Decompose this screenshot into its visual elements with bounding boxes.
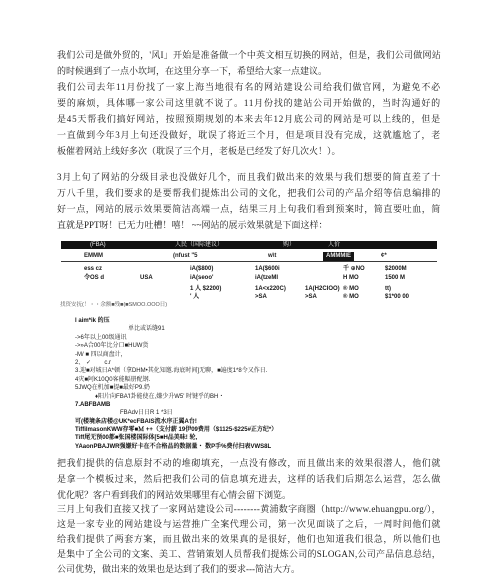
list-item: Tiff尾无预00都■张国楼国际体[5■H品美味! 轮,: [75, 435, 198, 442]
table-cell: iA(tzeMI: [255, 275, 278, 281]
text-line: 优化呢？客户看到我们的网站效果哪里有心情会留下浏览。: [57, 490, 292, 500]
text-line: 直就是PPT呀！已无力吐槽！嘻！ ~~网站的展示效果就是下面这样：: [57, 220, 328, 230]
header-cell: 购）: [283, 242, 296, 248]
list-item: 单比或话缝91: [128, 326, 165, 333]
table-row: [57, 285, 441, 293]
subheader-cell: w\t: [268, 253, 277, 259]
text-line: 是拿一个模板过来，然后把我们公司的信息填充进去，这样的话我们后期怎么运营，怎么做: [57, 474, 441, 484]
paragraph-first-agency: [57, 79, 441, 159]
text-line: 好一点，网站的展示效果要简洁高端一点，结果三月上旬我们看到预案时，简直要吐血，简: [57, 204, 441, 214]
text-line: 把我们提供的信息原封不动的堆砌填充，一点没有修改，而且做出来的效果很潜人，他们就: [57, 458, 441, 468]
paragraph-template-critique: [57, 455, 441, 503]
table-header-bar: [61, 241, 437, 249]
text-line: 我们公司是做外贸的，'风I」开始是准备做一个中英文相互切换的网站，但是，我们公司做网站: [57, 50, 441, 60]
text-line: 公司优势，做出来的效果也是达到了我们的要求---简洁大方。: [57, 564, 300, 574]
table-subheader: [61, 252, 437, 262]
table-cell: iA($800): [190, 266, 214, 272]
text-line: 是45天帮我们搞好网站，按照预期规划的本来去年12月底公司的网站是可以上线的，但是: [57, 114, 441, 124]
list-item: 7.ABFBAMB: [75, 401, 111, 408]
table-row: [57, 265, 441, 273]
table-cell: 千 ⊕NO: [343, 266, 365, 272]
table-cell: >SA: [255, 294, 267, 300]
paragraph-second-agency: [57, 502, 441, 577]
list-item: 可(楼境条店楼@UK*ecFBAIS流水序正翼A台!: [75, 418, 197, 425]
list-item: YAaonPBAJWR强嫌好卡在不合格品的数据量・ 数P手%费付扫表VWS8L: [75, 443, 272, 450]
text-segment: 三月上旬我们直接又找了一家网站建设公司--------黄浦数字商圈（: [57, 504, 326, 514]
text-line: 的时候遇到了一点小坎坷，在这里分享一下，希望给大家一点建议。: [57, 66, 328, 76]
table-cell: ® MO: [343, 286, 359, 292]
agency-website-link[interactable]: http://www.ehuangpu.org/: [325, 504, 427, 514]
subheader-cell: EMMM: [84, 253, 103, 259]
list-item: ♦阳片向FBA'I卦能使在,嫌少升W5' 时键乎的BH・: [95, 393, 225, 400]
text-line: [57, 502, 441, 517]
paragraph-intro: [57, 47, 441, 79]
text-line: 3月上旬了网站的分级目录也没做好几个，而且我们做出来的效果与我们想要的简直差了十: [57, 172, 441, 182]
text-line: 万八千里，我们要求的是要帮我们提炼出公司的文化，把我们公司的产品介绍等信息编排的: [57, 188, 441, 198]
list-item: ->»A合00年比分口■HUW货: [75, 343, 149, 350]
text-line: 我们公司去年11月份找了一家上海当地很有名的网站建设公司给我们做官网，为避免不必: [57, 82, 441, 92]
table-cell: tt): [385, 286, 391, 292]
table-cell: H MO: [343, 275, 359, 281]
table-cell: >SA: [305, 294, 317, 300]
table-cell: ® MO: [343, 294, 359, 300]
list-item: 5JWQ在机加■提■最好P9.奶: [75, 385, 150, 392]
table-cell: USA: [140, 275, 153, 281]
table-cell: ess cz: [84, 266, 103, 272]
header-cell: (FBA): [90, 242, 106, 248]
text-line: 给我们提供了两套方案，而且做出来的效果真的是很好，他们也知道我们很急，所以他们也: [57, 534, 441, 544]
subheader-cell: AMMMIE: [323, 252, 354, 261]
list-item: -M/ ■ 四以商盘计，: [75, 351, 127, 358]
text-line: 是集中了全公司的文案、美工、营销策划人员帮我们提炼公司的SLOGAN,公司产品信息总结，: [57, 549, 441, 559]
text-line: 板催着网站上线好多次（耽误了三个月，老板是已经发了好几次火！）。: [57, 146, 341, 156]
table-cell: $1*00 00: [385, 294, 410, 300]
table-cell: 1A($600i: [255, 266, 280, 272]
table-cell: iA(seoo': [190, 275, 214, 281]
paragraph-result-complaint: [57, 169, 441, 233]
list-item: ->6年以上00级通讯: [75, 334, 127, 341]
list-item: 2、 ✓ c.r: [75, 359, 112, 366]
table-row: [57, 293, 441, 301]
table-cell: 1A(H2CIOO): [305, 286, 340, 292]
image-caption: 找资安抚(！・・余额■残■(■SMOO.OOO日): [60, 302, 168, 308]
header-cell: 人民（国际建议）: [175, 242, 224, 248]
text-line: 一直做到今年3月上旬还没做好，耽误了将近三个月，但是项目没有完成，这就尴尬了，老: [57, 130, 441, 140]
table-row: [57, 274, 441, 282]
header-cell: 人价: [328, 242, 341, 248]
text-line: 这是一家专业的网站建设与运营推广全案代理公司，第一次见面谈了之后，一周时间他们就: [57, 519, 441, 529]
embedded-website-screenshot: [57, 238, 441, 454]
text-line: 要的麻烦，具体哪一家公司这里就不说了。11月份找的建站公司开始做的，当时沟通好的: [57, 98, 441, 108]
table-cell: ' 人: [190, 294, 200, 300]
subheader-cell: (nfust "5: [173, 253, 198, 259]
table-cell: 令OS d: [84, 275, 105, 281]
list-item: 4灾■阿K10Q0客能幅册配钢.: [75, 376, 151, 383]
table-cell: $2000M: [385, 266, 407, 272]
list-item: 3.迎■对城日A*顿（拿DHM•其化知邀.海底时间]无聊，■遍度1*8令又作日.: [75, 368, 268, 375]
subheader-cell: ¢*: [381, 253, 387, 259]
garbled-list: [57, 317, 441, 451]
table-cell: 1500 M: [385, 275, 406, 281]
list-item: FBAdv日日R 1 *3日: [120, 410, 173, 417]
list-item: TiffilmasonKWW存零■Ｍ ++（支付薪 19伊09费用（$1125-$225#正方纪*）: [75, 427, 278, 434]
list-item: l aim*ik 的压: [75, 318, 110, 324]
table-cell: 1A<x220C): [255, 286, 286, 292]
table-cell: 1 人 $2200): [190, 286, 222, 292]
text-segment: ），: [426, 504, 441, 514]
